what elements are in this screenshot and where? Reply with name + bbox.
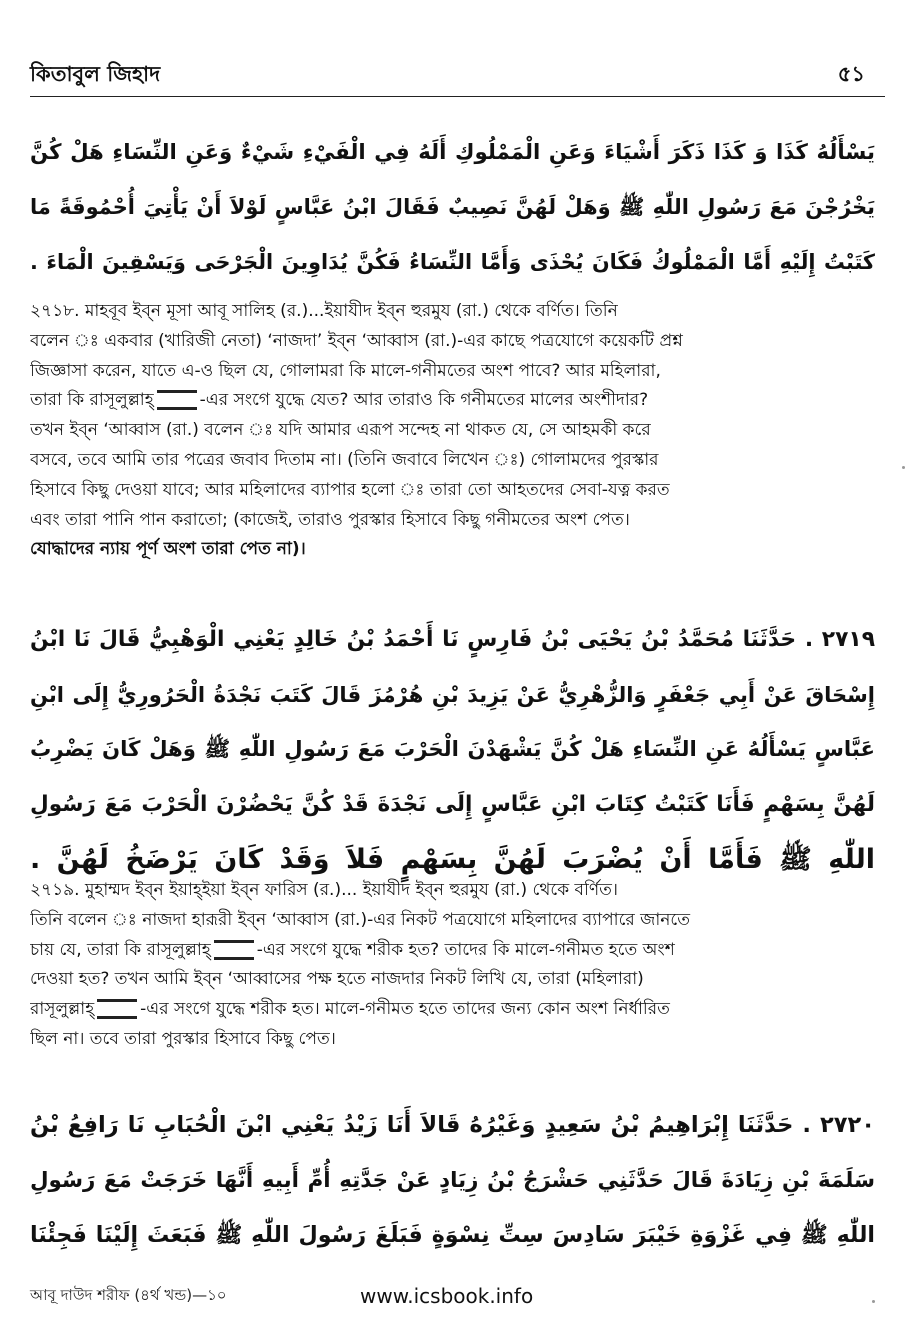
arabic-hadith-2719: [30, 612, 875, 887]
text-fragment: -এর সংগে যুদ্ধে শরীক হত। মালে-গনীমত হতে তাদের জন্য কোন অংশ নির্ধারিত: [140, 999, 670, 1020]
book-reference: আবূ দাউদ শরীফ (৪র্থ খন্ড)—১০: [30, 1286, 227, 1304]
text-line: তিনি বলেন ঃ নাজদা হারূরী ইব্‌ন ‘আব্বাস (রা.)-এর নিকট পত্রযোগে মহিলাদের ব্যাপারে জানতে: [30, 909, 691, 930]
text-line: [30, 936, 875, 966]
arabic-line: لَهُنَّ بِسَهْمٍ فَأَنَا كَتَبْتُ كِتَابَ ابْنِ عَبَّاسٍ إِلَى نَجْدَةَ قَدْ كُنَّ يَحْضُرْنَ الْحَرْبَ مَعَ رَسُولِ: [30, 792, 875, 817]
text-fragment: রাসূলুল্লাহ্: [30, 999, 95, 1020]
arabic-line: يَسْأَلُهُ كَذَا وَ كَذَا ذَكَرَ أَشْيَاءَ وَعَنِ الْمَمْلُوكِ أَلَهُ فِي الْفَيْءِ شَيْءٌ وَعَنِ النِّسَاءِ هَلْ كُنَّ: [30, 140, 875, 165]
text-line: হিসাবে কিছু দেওয়া যাবে; আর মহিলাদের ব্যাপার হলো ঃ তারা তো আহতদের সেবা-যত্ন করত: [30, 479, 670, 500]
text-fragment: -এর সংগে যুদ্ধে শরীক হত? তাদের কি মালে-গনীমত হতে অংশ: [256, 939, 675, 960]
arabic-line: عَبَّاسٍ يَسْأَلُهُ عَنِ النِّسَاءِ هَلْ كُنَّ يَشْهَدْنَ الْحَرْبَ مَعَ رَسُولِ اللّٰهِ ﷺ وَهَلْ كَانَ يَضْرِبُ: [30, 737, 875, 762]
text-line: [30, 386, 875, 416]
arabic-line: كَتَبْتُ إِلَيْهِ أَمَّا الْمَمْلُوكُ فَكَانَ يُحْذَى وَأَمَّا النِّسَاءُ فَكُنَّ يُدَاوِينَ الْجَرْحَى وَيَسْقِينَ الْمَاءَ .: [30, 250, 875, 274]
page-header: [30, 52, 885, 92]
arabic-line: اللّٰهِ ﷺ فِي غَزْوَةِ خَيْبَرَ سَادِسَ سِتِّ نِسْوَةٍ فَبَلَغَ رَسُولَ اللّٰهِ ﷺ فَبَعَثَ إِلَيْنَا فَجِئْنَا: [30, 1222, 875, 1248]
page-footer: [30, 1284, 875, 1314]
text-line: দেওয়া হত? তখন আমি ইব্‌ন ‘আব্বাসের পক্ষ হতে নাজদার নিকট লিখি যে, তারা (মহিলারা): [30, 969, 644, 990]
arabic-line: يَخْرُجْنَ مَعَ رَسُولِ اللّٰهِ ﷺ وَهَلْ لَهُنَّ نَصِيبٌ فَقَالَ ابْنُ عَبَّاسٍ لَوْلاَ أَنْ يَأْتِيَ أُحْمُوقَةً مَا: [30, 195, 875, 219]
website-link[interactable]: www.icsbook.info: [360, 1284, 534, 1308]
bengali-translation-2719: [30, 876, 875, 1055]
bengali-translation-2718: [30, 297, 875, 565]
salutation-icon: [97, 999, 137, 1019]
header-divider: [30, 96, 885, 97]
scan-speck: [872, 1300, 875, 1303]
salutation-icon: [157, 390, 197, 410]
arabic-hadith-2720: [30, 1098, 875, 1263]
arabic-line: ٢٧٢٠ . حَدَّثَنَا إِبْرَاهِيمُ بْنُ سَعِيدٍ وَغَيْرُهُ قَالاَ أَنَا زَيْدُ يَعْنِي ابْنَ الْحُبَابِ نَا رَافِعُ بْنُ: [30, 1112, 875, 1138]
text-line: ছিল না। তবে তারা পুরস্কার হিসাবে কিছু পেত।: [30, 1028, 336, 1049]
arabic-line: إِسْحَاقَ عَنْ أَبِي جَعْفَرٍ وَالزُّهْرِيُّ عَنْ يَزِيدَ بْنِ هُرْمُزَ قَالَ كَتَبَ نَجْدَةُ الْحَرُورِيُّ إِلَى ابْنِ: [30, 682, 875, 707]
arabic-line: سَلَمَةَ بْنِ زِيَادَةَ قَالَ حَدَّثَنِي حَشْرَجُ بْنُ زِيَادٍ عَنْ جَدَّتِهِ أُمِّ أَبِيهِ أَنَّهَا خَرَجَتْ مَعَ رَسُولِ: [30, 1168, 875, 1193]
page-number: ৫১: [837, 62, 865, 86]
text-line: যোদ্ধাদের ন্যায় পূর্ণ অংশ তারা পেত না)।: [30, 539, 306, 560]
text-fragment: -এর সংগে যুদ্ধে যেত? আর তারাও কি গনীমতের মালের অংশীদার?: [199, 390, 649, 411]
text-line: এবং তারা পানি পান করাতো; (কাজেই, তারাও পুরস্কার হিসাবে কিছু গনীমতের অংশ পেত।: [30, 509, 630, 530]
text-line: জিজ্ঞাসা করেন, যাতে এ-ও ছিল যে, গোলামরা কি মালে-গনীমতের অংশ পাবে? আর মহিলারা,: [30, 360, 661, 381]
book-title: কিতাবুল জিহাদ: [30, 62, 161, 86]
salutation-icon: [214, 940, 254, 960]
text-line: বসবে, তবে আমি তার পত্রের জবাব দিতাম না। (তিনি জবাবে লিখেন ঃ) গোলামদের পুরস্কার: [30, 449, 659, 470]
arabic-line: ٢٧١٩ . حَدَّثَنَا مُحَمَّدُ بْنُ يَحْيَى بْنُ فَارِسٍ نَا أَحْمَدُ بْنُ خَالِدٍ يَعْنِي الْوَهْبِيُّ قَالَ نَا ابْنُ: [30, 627, 875, 652]
text-line: বলেন ঃ একবার (খারিজী নেতা) ‘নাজদা’ ইব্‌ন ‘আব্বাস (রা.)-এর কাছে পত্রযোগে কয়েকটি প্রশ্ন: [30, 330, 683, 351]
text-fragment: তারা কি রাসূলুল্লাহ্: [30, 390, 154, 411]
text-line: ২৭১৮. মাহবূব ইব্‌ন মূসা আবূ সালিহ (র.)...ইয়াযীদ ইব্‌ন হুরমুয (রা.) থেকে বর্ণিত। তিনি: [30, 301, 618, 321]
text-line: তখন ইব্‌ন ‘আব্বাস (রা.) বলেন ঃ যদি আমার এরূপ সন্দেহ না থাকত যে, সে আহমকী করে: [30, 420, 651, 441]
arabic-line: اللّٰهِ ﷺ فَأَمَّا أَنْ يُضْرَبَ لَهُنَّ بِسَهْمٍ فَلاَ وَقَدْ كَانَ يَرْضَخُ لَهُنَّ .: [30, 844, 875, 875]
text-line: ২৭১৯. মুহাম্মদ ইব্‌ন ইয়াহ্‌ইয়া ইব্‌ন ফারিস (র.)... ইয়াযীদ ইব্‌ন হুরমুয (রা.) থেকে বর্ণিত।: [30, 880, 618, 900]
text-line: [30, 995, 875, 1025]
scan-speck: [902, 466, 905, 469]
arabic-hadith-2718: [30, 125, 875, 290]
text-fragment: চায় যে, তারা কি রাসূলুল্লাহ্: [30, 939, 211, 960]
